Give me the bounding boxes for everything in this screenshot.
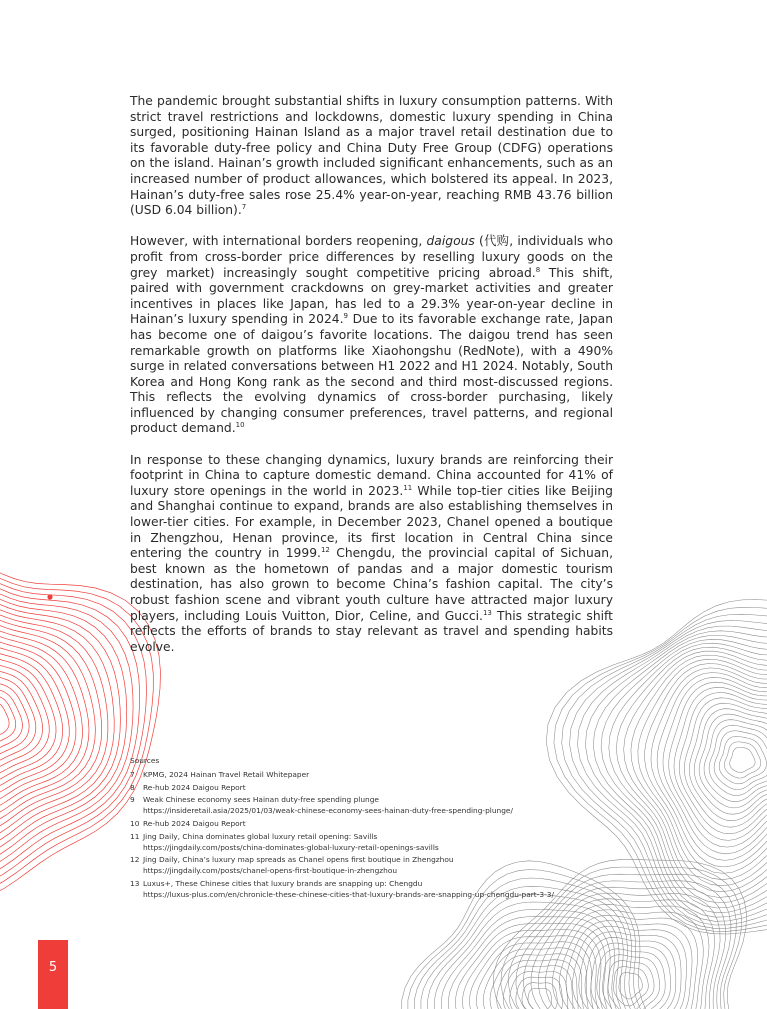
source-title: Re-hub 2024 Daigou Report <box>143 818 246 828</box>
footnote-ref-8: 8 <box>535 265 541 274</box>
paragraph-2-text: (代购, individuals who profit from cross-border price differences by reselling luxury goods on the grey market) increasingly sought competitive pricing abroad. <box>130 234 613 280</box>
source-item <box>130 855 650 877</box>
term-daigous: daigous <box>426 234 475 249</box>
source-item <box>130 832 650 854</box>
gray-contour-ring <box>684 698 767 827</box>
red-contour-ring <box>0 682 29 758</box>
red-contour-ring <box>0 579 133 874</box>
source-item <box>130 819 650 830</box>
sources-title: Sources <box>130 756 160 765</box>
source-title: Jing Daily, China dominates global luxury retail opening: Savills <box>143 831 378 841</box>
gray-contour-ring <box>709 725 767 795</box>
footnote-ref-13: 13 <box>482 608 492 617</box>
red-contour-ring <box>0 649 63 792</box>
paragraph-2 <box>130 234 613 437</box>
red-contour-ring <box>0 591 120 859</box>
source-item <box>130 795 650 817</box>
paragraph-1 <box>130 94 613 219</box>
source-title: Jing Daily, China’s luxury map spreads as Chanel opens first boutique in Zhengzhou <box>143 855 454 865</box>
gray-contour-ring <box>674 687 767 840</box>
gray-contour-ring <box>730 747 755 772</box>
paragraph-3-text-c: Chengdu, the provincial capital of Sichuan, best known as the hometown of pandas and a major domestic tourism destination, has also grown to become China’s fashion capital. The city’s robust fashion scene and vibrant youth culture have attracted major luxury players, including Louis Vuitton, Dior, Celine, and Gucci. <box>130 546 614 623</box>
red-contour-ring <box>0 635 76 806</box>
paragraph-2-text-b: This shift, paired with government crackdowns on grey-market activities and greater incentives in places like Japan, has led to a 29.3% year-on-year decline in Hainan’s luxury spending in 2024. <box>130 265 614 327</box>
gray-contour-ring <box>657 673 767 861</box>
paragraph-3-text-d: This strategic shift reflects the efforts of brands to stay relevant as travel and spending habits evolve. <box>130 608 613 654</box>
paragraph-3-text-b: While top-tier cities like Beijing and Shanghai continue to expand, brands are also establishing themselves in lower-tier cities. For example, in December 2023, Chanel opened a boutique in Zhengzhou, Henan province, its first location in Central China since entering the country in 1999. <box>130 483 613 561</box>
source-number: 13 <box>130 878 140 888</box>
paragraph-1-text: The pandemic brought substantial shifts in luxury consumption patterns. With strict travel restrictions and lockdowns, domestic luxury spending in China surged, positioning Hainan Island as a major travel retail destination due to its favorable duty-free policy and China Duty Free Group (CDFG) operations on the island. Hainan’s growth included significant enhancements, such as an increased number of product allowances, which bolstered its appeal. In 2023, Hainan’s duty-free sales rose 25.4% year-on-year, reaching RMB 43.76 billion (USD 6.04 billion). <box>130 94 613 218</box>
source-title: Weak Chinese economy sees Hainan duty-free spending plunge <box>143 795 379 805</box>
source-item <box>130 879 650 901</box>
red-contour-ring <box>0 603 108 843</box>
footnote-ref-11: 11 <box>403 483 413 492</box>
gray-contour-ring <box>714 731 767 790</box>
source-url[interactable]: https://jingdaily.com/posts/chanel-opens-first-boutique-in-zhengzhou <box>143 866 398 876</box>
red-contour-ring <box>0 573 140 881</box>
paragraph-2-intro: However, with international borders reopening, <box>130 234 427 249</box>
paragraph-3-text: In response to these changing dynamics, luxury brands are reinforcing their footprint in China to capture domestic demand. China accounted for 41% of luxury store openings in the world in 2023. <box>130 452 613 498</box>
source-number: 9 <box>130 795 135 805</box>
source-number: 7 <box>130 769 135 779</box>
footnote-ref-7: 7 <box>241 203 247 212</box>
source-url[interactable]: https://jingdaily.com/posts/china-dominates-global-luxury-retail-openings-savills <box>143 842 439 852</box>
gray-contour-ring <box>510 971 568 1009</box>
red-contour-ring <box>0 662 49 778</box>
footnote-ref-10: 10 <box>235 421 245 430</box>
gray-contour-ring <box>663 677 767 854</box>
gray-contour-ring <box>603 955 660 1009</box>
gray-contour-ring <box>719 736 766 784</box>
red-contour-ring <box>0 701 9 738</box>
body-text <box>130 94 613 671</box>
source-number: 11 <box>130 831 140 841</box>
footnote-ref-12: 12 <box>320 546 330 555</box>
source-number: 10 <box>130 818 140 828</box>
gray-contour-ring <box>689 703 767 821</box>
gray-contour-ring <box>679 693 767 834</box>
red-contour-ring <box>0 629 82 813</box>
source-title: Re-hub 2024 Daigou Report <box>143 782 246 792</box>
sources-section <box>130 756 650 903</box>
red-contour-ring <box>0 695 16 745</box>
gray-contour-ring <box>699 714 767 808</box>
gray-contour-ring <box>490 954 583 1009</box>
red-contour-ring <box>0 688 22 751</box>
gray-contour-ring <box>538 899 714 1009</box>
footnote-ref-9: 9 <box>343 312 348 321</box>
paragraph-2-text-c: Due to its favorable exchange rate, Japan has become one of daigou’s favorite locations. The daigou trend has seen remarkable growth on platforms like Xiaohongshu (RedNote), with a 490% surge in related conversations between H1 2022 and H1 2024. Notably, South Korea and Hong Kong rank as the second and third most-discussed regions. This reflects the evolving dynamics of cross-border purchasing, likely influenced by changing consumer preferences, travel patterns, and regional product demand. <box>130 312 613 436</box>
source-number: 8 <box>130 782 135 792</box>
source-item <box>130 783 650 794</box>
source-item <box>130 770 650 781</box>
source-title: KPMG, 2024 Hainan Travel Retail Whitepaper <box>143 769 310 779</box>
source-url[interactable]: https://luxus-plus.com/en/chronicle-these-chinese-cities-that-luxury-brands-are-snapping-up-chengdu-part-3-3/ <box>143 889 554 899</box>
red-contour-ring <box>0 597 114 851</box>
source-number: 12 <box>130 855 140 865</box>
red-dot <box>47 594 52 599</box>
source-title: Luxus+, These Chinese cities that luxury brands are snapping up: Chengdu <box>143 878 423 888</box>
page-number: 5 <box>48 960 58 975</box>
source-url[interactable]: https://insideretail.asia/2025/01/03/weak-chinese-economy-sees-hainan-duty-free-spending-plunge/ <box>143 806 513 816</box>
gray-contour-ring <box>528 988 552 1009</box>
paragraph-3 <box>130 453 613 656</box>
